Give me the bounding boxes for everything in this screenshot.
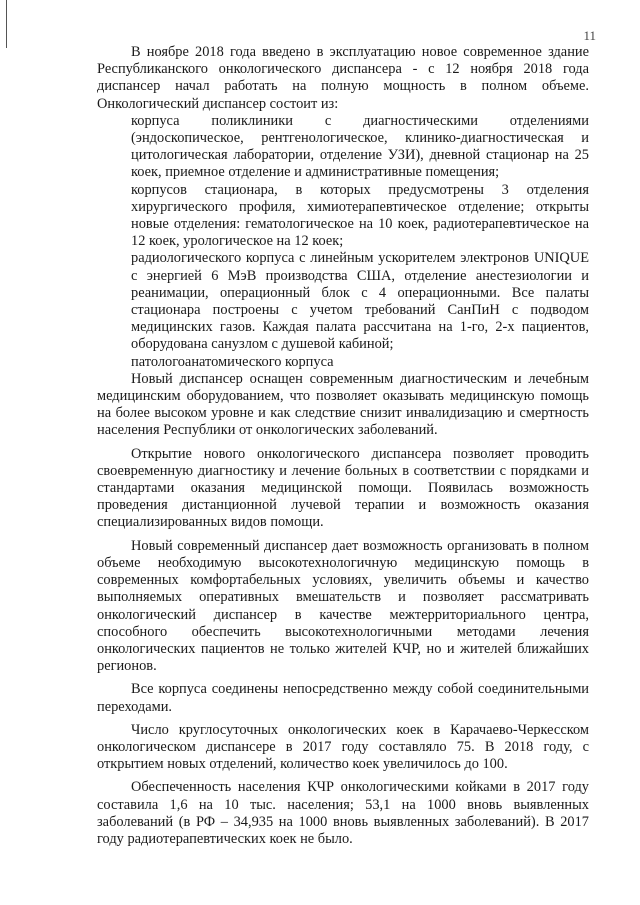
- paragraph-capabilities: Новый современный диспансер дает возможность организовать в полном объеме необходимую высокотехнологичную медицинскую помощь в современных комфортабельных условиях, увеличить объемы и качество выполняемых оперативных вмешательств и позволяет рассматривать онкологический диспансер в качестве межтерриториального центра, способного обеспечить высокотехнологичными методами лечения онкологических пациентов не только жителей КЧР, но и жителей ближайших регионов.: [97, 537, 589, 675]
- scan-edge-mark: [6, 0, 7, 48]
- body-text: [97, 44, 589, 848]
- list-item-radiology: радиологического корпуса с линейным ускорителем электронов UNIQUE с энергией 6 МэВ производства США, отделение анестезиологии и реанимации, операционный блок с 4 операционными. Все палаты стационара построены с учетом требований СанПиН с подводом медицинских газов. Каждая палата рассчитана на 1-го, 2-х пациентов, оборудована санузлом с душевой кабиной;: [131, 250, 589, 353]
- paragraph-equipment: Новый диспансер оснащен современным диагностическим и лечебным медицинским оборудованием, что позволяет оказывать медицинскую помощь на более высоком уровне и как следствие снизит инвалидизацию и смертность населения Республики от онкологических заболеваний.: [97, 370, 589, 439]
- paragraph-beds: Число круглосуточных онкологических коек в Карачаево-Черкесском онкологическом диспансере в 2017 году составляло 75. В 2018 году, с открытием новых отделений, количество коек увеличилось до 100.: [97, 721, 589, 773]
- list-item-pathology: патологоанатомического корпуса: [131, 353, 334, 370]
- paragraph-buildings: Все корпуса соединены непосредственно между собой соединительными переходами.: [97, 681, 589, 715]
- paragraph-provision: Обеспеченность населения КЧР онкологическими койками в 2017 году составила 1,6 на 10 тыс. населения; 53,1 на 1000 вновь выявленных заболеваний (в РФ – 34,935 на 1000 вновь выявленных заболеваний). В 2017 году радиотерапевтических коек не было.: [97, 779, 589, 847]
- paragraph-opening: Открытие нового онкологического диспансера позволяет проводить своевременную диагностику и лечение больных в соответствии с порядками и стандартами оказания медицинской помощи. Появилась возможность проведения дистанционной лучевой терапии и возможность оказания специализированных видов помощи.: [97, 445, 589, 531]
- page-number: 11: [583, 28, 596, 43]
- paragraph-intro: В ноябре 2018 года введено в эксплуатацию новое современное здание Республиканского онкологического диспансера - с 12 ноября 2018 года диспансер начал работать на полную мощность в полном объеме. Онкологический диспансер состоит из:: [97, 44, 589, 112]
- list-item-polyclinic: корпуса поликлиники с диагностическими отделениями (эндоскопическое, рентгенологическое, клинико-диагностическая и цитологическая лаборатории, отделение УЗИ), дневной стационар на 25 коек, приемное отделение и административные помещения;: [131, 112, 589, 181]
- list-item-hospital: корпусов стационара, в которых предусмотрены 3 отделения хирургического профиля, химиотерапевтическое отделение; открыты новые отделения: гематологическое на 10 коек, радиотерапевтическое на 12 коек, урологическое на 12 коек;: [131, 181, 589, 250]
